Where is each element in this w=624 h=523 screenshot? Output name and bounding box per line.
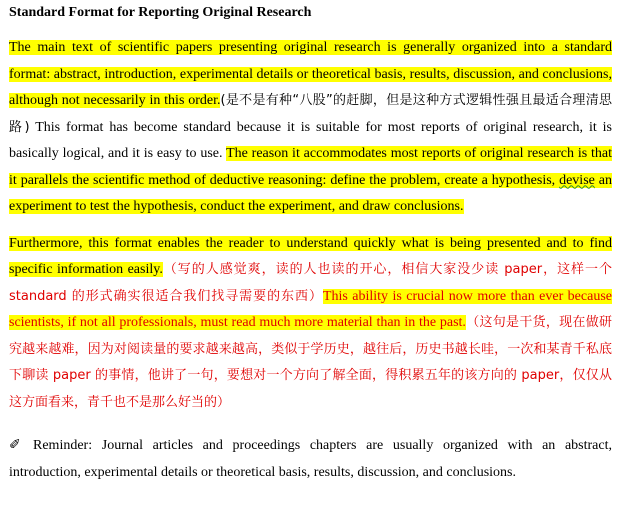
highlighted-text: The main text of scientific papers presenting original research is generally organized into a standard format: abstract, introduction, experimental details or theoretical basis, results, discussion, and conclusions, although not necessarily in this order. [9, 40, 612, 108]
paragraph-1 [9, 35, 612, 221]
highlighted-text: Furthermore, this format enables the reader to understand quickly what is being presented and to find specific information easily. [9, 235, 612, 277]
document-title: Standard Format for Reporting Original Research [9, 5, 312, 20]
chinese-comment-red: （写的人感觉爽，读的人也读的开心，相信大家没少读 paper，这样一个 standard 的形式确实很适合我们找寻需要的东西） [9, 262, 612, 304]
reminder-note [9, 432, 612, 486]
plain-text: This format has become standard because it is suitable for most reports of original research, it is basically logical, and it is easy to use. [9, 119, 613, 161]
chinese-comment: (是不是有种“八股”的赶脚，但是这种方式逻辑性强且最适合理清思路) [9, 93, 612, 135]
pencil-icon: ✐ [9, 437, 21, 453]
highlighted-text: The reason it accommodates most reports of original research is that it parallels the scientific method of deductive reasoning: define the problem, create a hypothesis, [9, 146, 612, 188]
paragraph-2 [9, 231, 612, 417]
highlighted-text: an experiment to test the hypothesis, conduct the experiment, and draw conclusions. [9, 172, 612, 214]
spellcheck-word: devise [559, 172, 595, 188]
highlighted-red-text: This ability is crucial now more than ever because scientists, if not all professionals, must read much more material than in the past. [9, 288, 612, 330]
reminder-text: Reminder: Journal articles and proceedings chapters are usually organized with an abstract, introduction, experimental details or theoretical basis, results, discussion, and conclusions. [9, 438, 612, 480]
document-body [9, 3, 612, 486]
chinese-comment-red: （这句是干货，现在做研究越来越难，因为对阅读量的要求越来越高，类似于学历史，越往后，历史书越长哇，一次和某青千私底下聊读 paper 的事情，他讲了一句，要想对一个方向了解全面，得积累五年的该方向的 paper，仅仅从这方面看来，青千也不是那么好当的） [9, 315, 612, 410]
